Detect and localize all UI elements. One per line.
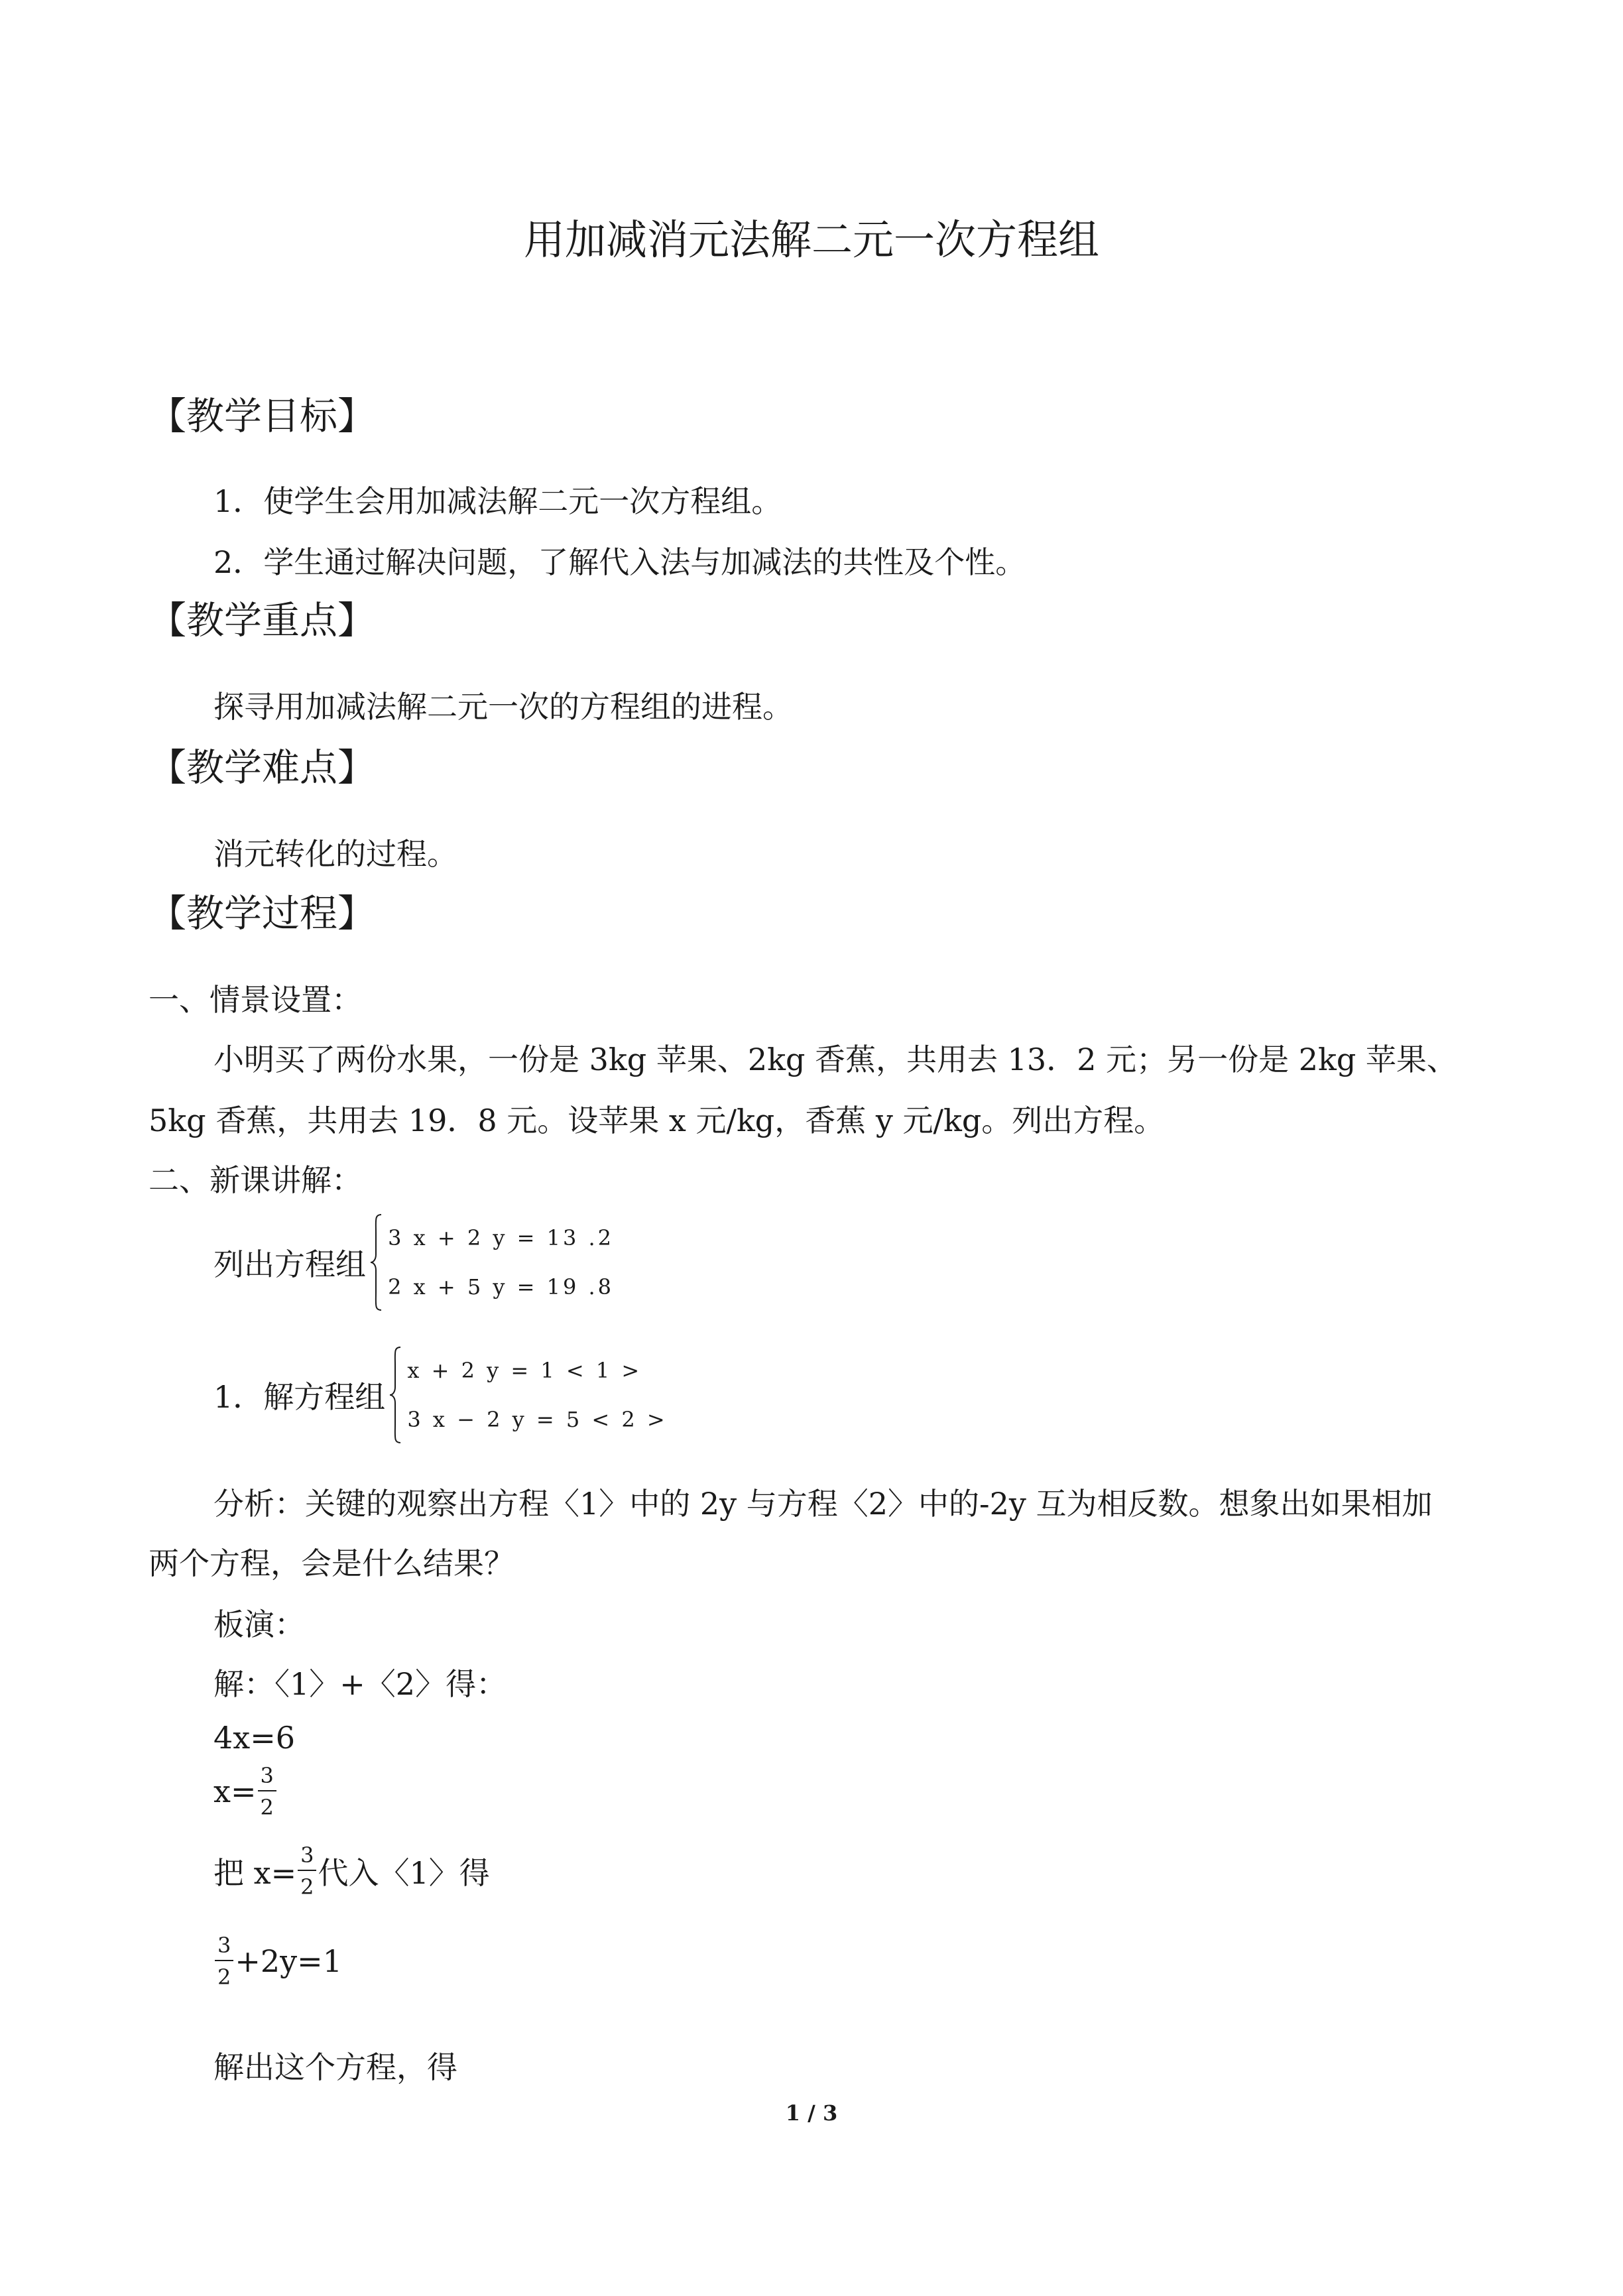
substitute-line: [213, 1844, 490, 1898]
left-brace-icon: [369, 1213, 384, 1311]
substitute-prefix: 把 x=: [213, 1855, 297, 1891]
substitute-suffix: 代入〈1〉得: [318, 1855, 490, 1891]
fraction-numerator: 3: [258, 1765, 276, 1791]
board-label: 板演：: [213, 1606, 305, 1642]
solve-label: 1．解方程组: [213, 1379, 386, 1415]
fraction-three-halves: [215, 1935, 233, 1988]
step-3-suffix: +2y=1: [235, 1943, 342, 1979]
step-1: 4x=6: [213, 1720, 296, 1756]
difficulty-text: 消元转化的过程。: [213, 836, 457, 872]
section-heading-objectives: 【教学目标】: [149, 394, 375, 438]
system-1-equation-2: 2 x + 5 y = 19 .8: [388, 1274, 615, 1299]
step-2: [213, 1765, 278, 1818]
step-2-prefix: x=: [213, 1774, 257, 1809]
system-2-equation-2: 3 x − 2 y = 5 < 2 >: [407, 1407, 668, 1432]
system-1-body: [369, 1213, 614, 1311]
fraction-denominator: 2: [217, 1964, 231, 1990]
page-title: 用加减消元法解二元一次方程组: [523, 215, 1099, 264]
fraction-denominator: 2: [260, 1795, 274, 1820]
keypoint-text: 探寻用加减法解二元一次的方程组的进程。: [213, 689, 793, 725]
step-3: [213, 1935, 342, 1988]
system-1-equation-1: 3 x + 2 y = 13 .2: [388, 1225, 615, 1250]
analysis-line-1: 分析：关键的观察出方程〈1〉中的 2y 与方程〈2〉中的-2y 互为相反数。想象出如果相加: [213, 1486, 1433, 1522]
scenario-line-1: 小明买了两份水果，一份是 3kg 苹果、2kg 香蕉，共用去 13．2 元；另一份是 2kg 苹果、: [213, 1042, 1457, 1077]
equation-system-1: [213, 1213, 614, 1311]
solve-this-line: 解出这个方程，得: [213, 2049, 457, 2085]
section-heading-process: 【教学过程】: [149, 892, 375, 936]
part2-heading: 二、新课讲解：: [149, 1162, 362, 1198]
fraction-numerator: 3: [215, 1935, 233, 1961]
page-number: 1 / 3: [785, 2100, 838, 2126]
objective-item-2: 2．学生通过解决问题，了解代入法与加减法的共性及个性。: [213, 544, 1026, 580]
fraction-denominator: 2: [300, 1874, 314, 1900]
section-heading-keypoints: 【教学重点】: [149, 599, 375, 642]
fraction-three-halves: [298, 1844, 316, 1898]
equation-system-2: [213, 1346, 668, 1444]
system-2-body: [389, 1346, 667, 1444]
fraction-three-halves: [258, 1765, 276, 1818]
part1-heading: 一、情景设置：: [149, 982, 362, 1018]
list-system-label: 列出方程组: [213, 1246, 366, 1282]
left-brace-icon: [389, 1346, 403, 1444]
section-heading-difficulties: 【教学难点】: [149, 746, 375, 790]
solution-intro: 解：〈1〉+〈2〉得：: [213, 1666, 507, 1702]
fraction-numerator: 3: [298, 1844, 316, 1871]
analysis-line-2: 两个方程，会是什么结果？: [149, 1545, 514, 1581]
objective-item-1: 1．使学生会用加减法解二元一次方程组。: [213, 483, 782, 519]
scenario-line-2: 5kg 香蕉，共用去 19．8 元。设苹果 x 元/kg，香蕉 y 元/kg。列出方程。: [149, 1103, 1165, 1138]
system-2-equation-1: x + 2 y = 1 < 1 >: [407, 1358, 642, 1383]
